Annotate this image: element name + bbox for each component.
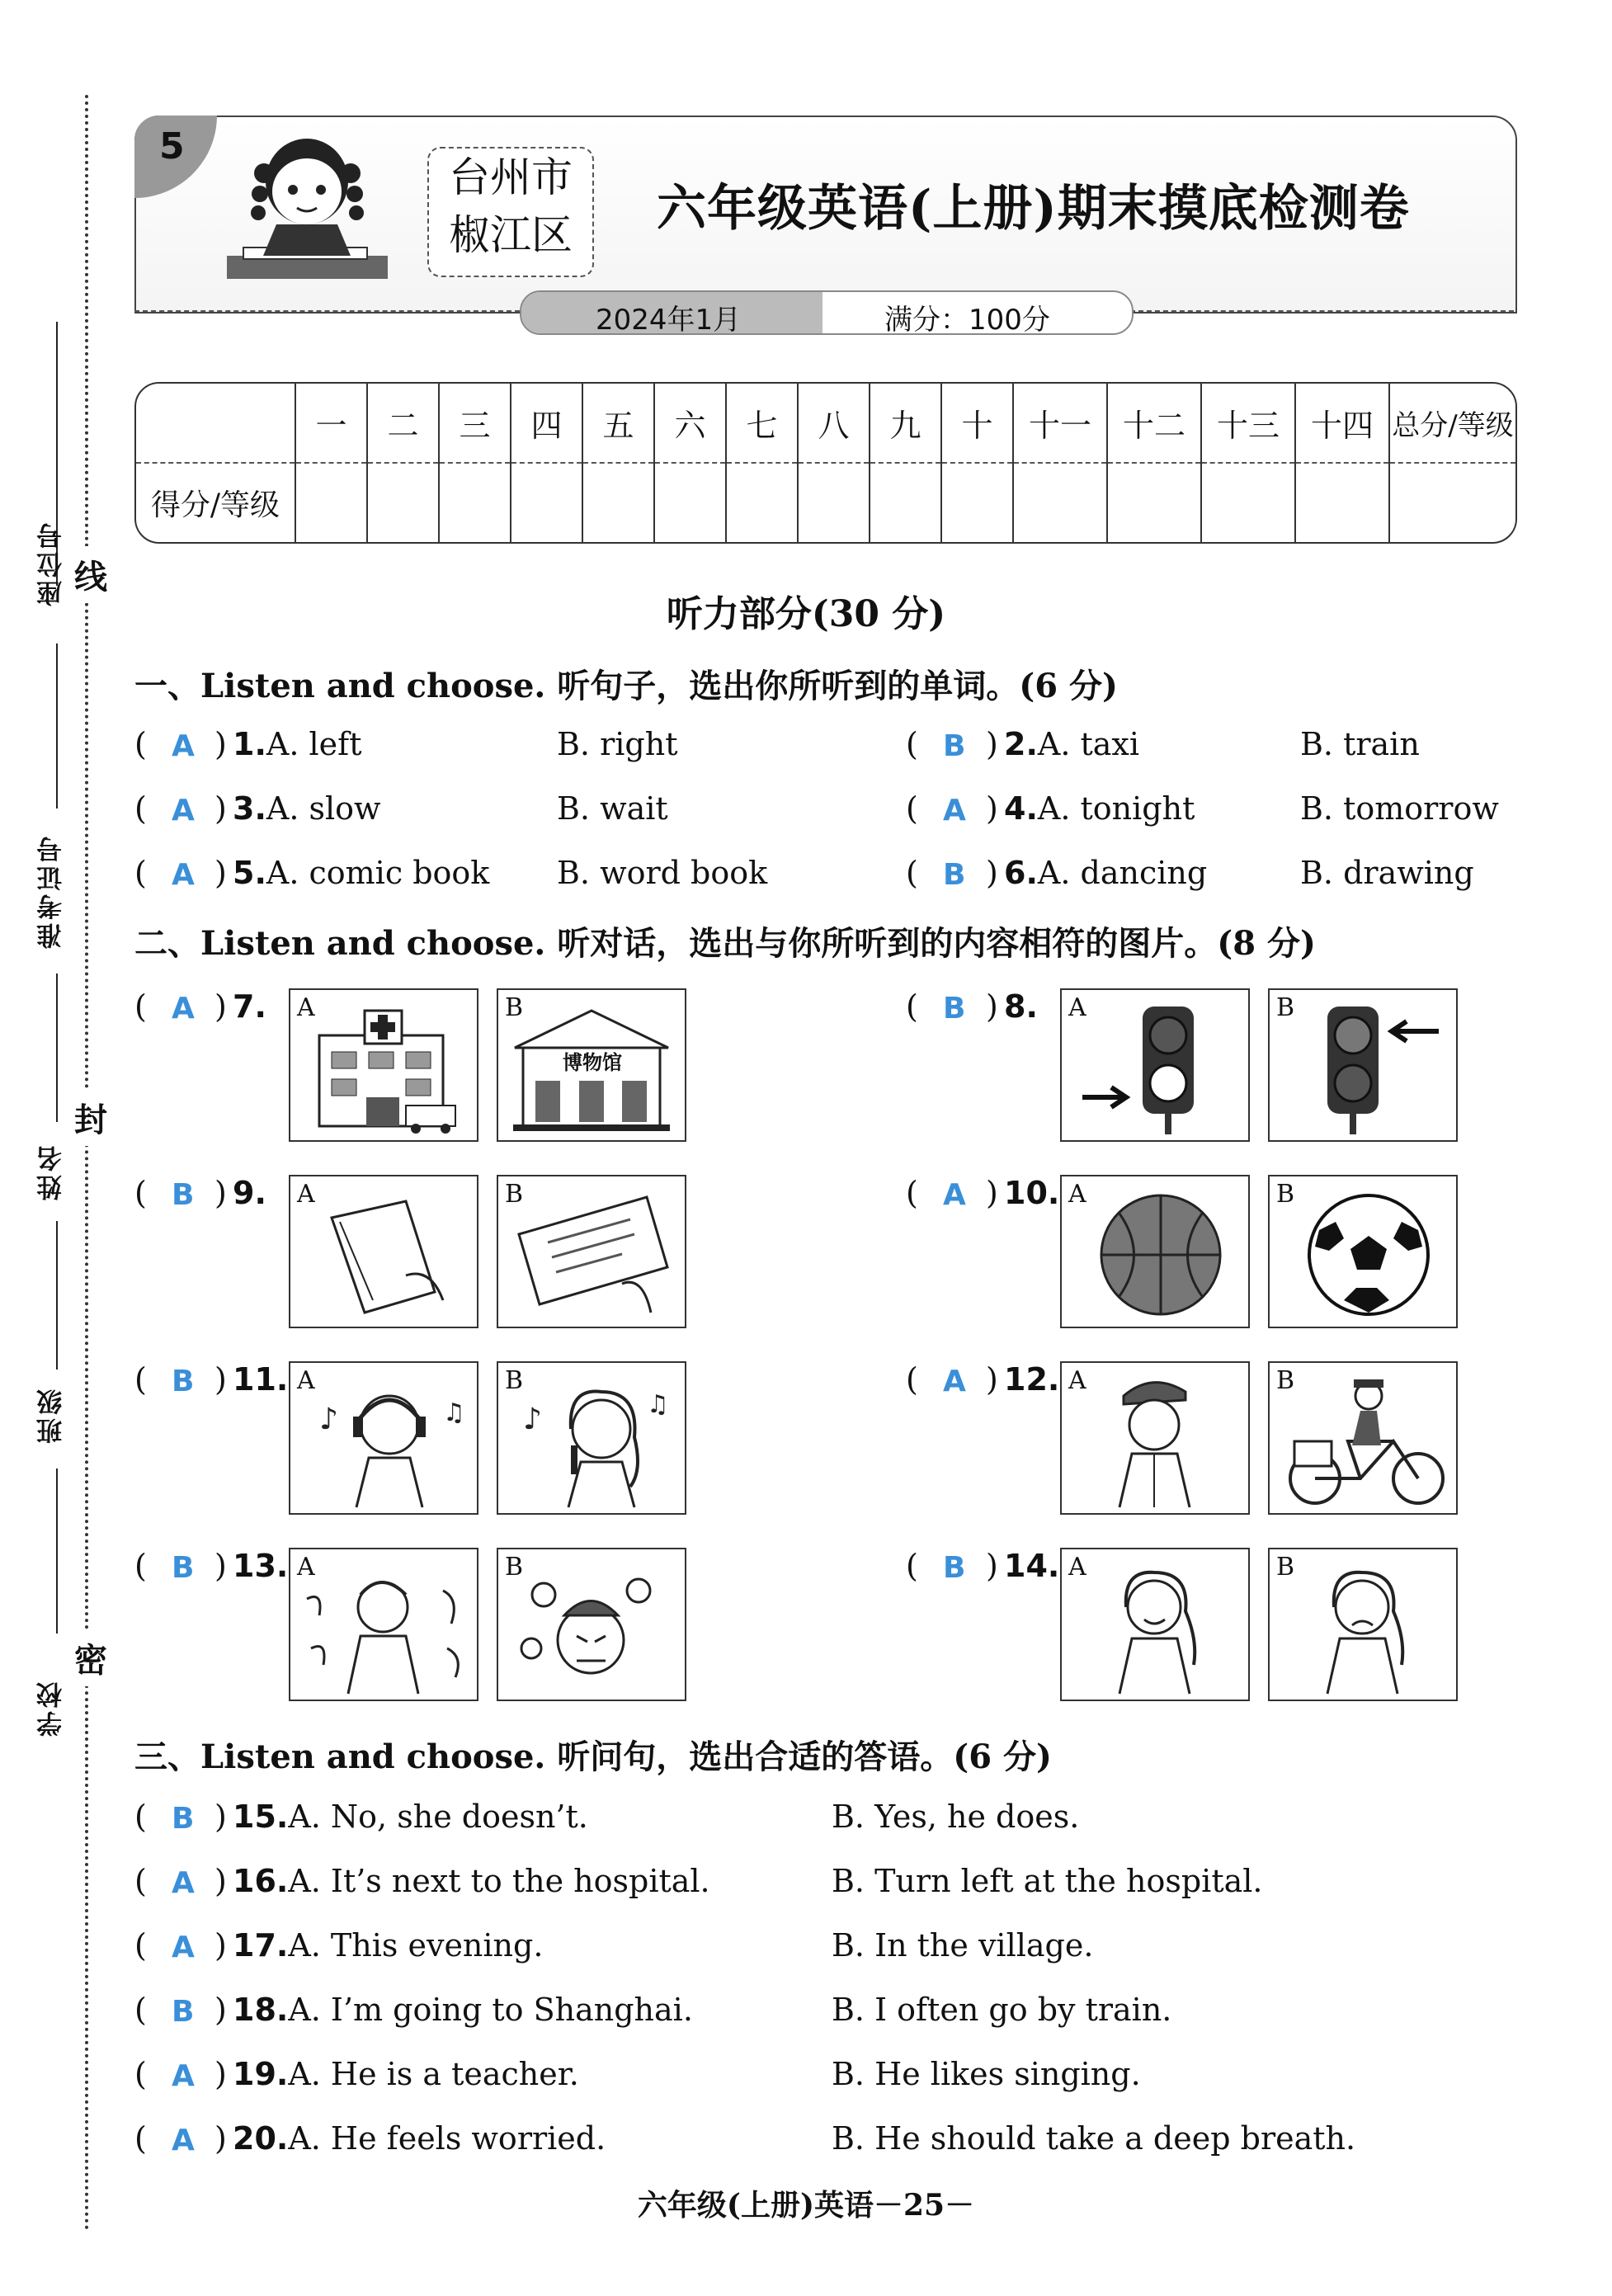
- name-label: 姓名: [37, 1143, 67, 1200]
- option-b: B. drawing: [1300, 855, 1474, 891]
- score-cell: [1295, 463, 1389, 542]
- answer-bracket: (: [134, 1992, 147, 2028]
- date-bar: [520, 290, 1134, 335]
- answer-mark: A: [172, 992, 195, 1025]
- question-number: 9.: [233, 1175, 266, 1211]
- score-header: 七: [726, 384, 798, 463]
- question-item: 4.A. tonight: [1004, 790, 1195, 827]
- postman-bike-icon: [1270, 1363, 1456, 1513]
- girl-singing-icon: [498, 1363, 685, 1513]
- answer-bracket: ): [214, 1548, 227, 1584]
- picture-option-a[interactable]: A: [289, 988, 478, 1142]
- picture-option-a[interactable]: A: [1060, 1361, 1250, 1515]
- picture-option-a[interactable]: A ♪ ♫: [289, 1361, 478, 1515]
- region-city: 台州市: [449, 153, 573, 201]
- answer-mark: A: [943, 794, 966, 827]
- picture-option-a[interactable]: A: [289, 1175, 478, 1328]
- line-word: 线: [74, 546, 107, 603]
- exam-no-fill-line: [56, 974, 58, 1122]
- date-dash-left: [134, 310, 520, 312]
- answer-bracket: (: [906, 1548, 918, 1584]
- answer-bracket: (: [134, 790, 147, 827]
- exam-date: 2024年1月: [596, 304, 742, 335]
- answer-bracket: (: [906, 790, 918, 827]
- score-header: 四: [511, 384, 582, 463]
- answer-bracket: ): [214, 988, 227, 1025]
- answer-mark: A: [172, 1931, 195, 1964]
- picture-option-b[interactable]: B: [1268, 1175, 1458, 1328]
- answer-mark: B: [943, 858, 966, 892]
- score-cell: [582, 463, 654, 542]
- class-label: 班级: [37, 1386, 67, 1444]
- question-number: 14.: [1004, 1548, 1060, 1584]
- answer-bracket: (: [134, 726, 147, 762]
- answer-bracket: ): [214, 2120, 227, 2157]
- answer-bracket: ): [214, 1361, 227, 1398]
- question-item: 20.A. He feels worried.: [233, 2120, 606, 2157]
- girl-sad-icon: [1270, 1549, 1456, 1700]
- question-item: 6.A. dancing: [1004, 855, 1208, 891]
- option-b: B. tomorrow: [1300, 790, 1499, 827]
- region-box: [427, 147, 594, 277]
- answer-mark: B: [943, 1551, 966, 1585]
- answer-mark: B: [172, 1178, 195, 1212]
- score-cell: [941, 463, 1013, 542]
- score-header: 五: [582, 384, 654, 463]
- girl-happy-icon: [1062, 1549, 1248, 1700]
- exam-no-label: 准考证号: [37, 833, 67, 949]
- hospital-icon: [290, 990, 477, 1140]
- question-number: 11.: [233, 1361, 289, 1398]
- question-number: 12.: [1004, 1361, 1060, 1398]
- score-header-total: 总分/等级: [1389, 384, 1515, 463]
- binding-dotted-line: [85, 95, 88, 2232]
- answer-bracket: (: [906, 1175, 918, 1211]
- answer-bracket: (: [134, 1548, 147, 1584]
- answer-bracket: (: [906, 726, 918, 762]
- answer-bracket: (: [134, 1927, 147, 1964]
- question-item: 19.A. He is a teacher.: [233, 2056, 579, 2092]
- answer-mark: A: [172, 2059, 195, 2093]
- answer-bracket: ): [986, 726, 998, 762]
- question-number: 13.: [233, 1548, 289, 1584]
- score-header: 一: [295, 384, 367, 463]
- page-footer: 六年级(上册)英语－25－: [637, 2188, 975, 2223]
- answer-bracket: (: [134, 1799, 147, 1835]
- answer-mark: A: [172, 729, 195, 763]
- traffic-light-arrow-left-icon: [1270, 990, 1456, 1140]
- option-b: B. I often go by train.: [832, 1992, 1172, 2028]
- score-cell: [367, 463, 439, 542]
- answer-bracket: ): [986, 1548, 998, 1584]
- answer-bracket: ): [214, 1799, 227, 1835]
- museum-sign-text: 博物馆: [563, 1051, 622, 1074]
- answer-bracket: (: [134, 1863, 147, 1899]
- answer-bracket: ): [986, 790, 998, 827]
- question-item: 17.A. This evening.: [233, 1927, 544, 1964]
- football-icon: [1270, 1176, 1456, 1327]
- score-cell: [1389, 463, 1515, 542]
- answer-bracket: (: [906, 855, 918, 891]
- score-header: 十二: [1107, 384, 1201, 463]
- score-cell: [1013, 463, 1107, 542]
- option-b: B. word book: [557, 855, 768, 891]
- picture-option-a[interactable]: A: [1060, 988, 1250, 1142]
- svg-text:♫: ♫: [443, 1398, 465, 1427]
- picture-option-b[interactable]: B: [1268, 988, 1458, 1142]
- answer-mark: B: [172, 1995, 195, 2029]
- question-item: 5.A. comic book: [233, 855, 490, 891]
- option-b: B. He likes singing.: [832, 2056, 1141, 2092]
- score-cell: [654, 463, 726, 542]
- section1-title: 一、Listen and choose. 听句子，选出你所听到的单词。(6 分): [134, 667, 1118, 705]
- option-b: B. He should take a deep breath.: [832, 2120, 1356, 2157]
- answer-mark: A: [943, 1178, 966, 1212]
- answer-bracket: ): [214, 1175, 227, 1211]
- basketball-icon: [1062, 1176, 1248, 1327]
- date-dash-right: [1130, 310, 1514, 312]
- svg-text:♪: ♪: [319, 1403, 338, 1436]
- answer-mark: A: [172, 2124, 195, 2157]
- score-header: 十一: [1013, 384, 1107, 463]
- picture-option-b[interactable]: B: [497, 1548, 686, 1701]
- option-b: B. wait: [557, 790, 668, 827]
- answer-mark: A: [172, 794, 195, 827]
- answer-bracket: ): [214, 1863, 227, 1899]
- answer-bracket: (: [134, 988, 147, 1025]
- score-cell: [798, 463, 870, 542]
- section2-title: 二、Listen and choose. 听对话，选出与你所听到的内容相符的图片。(8 分): [134, 924, 1316, 963]
- answer-bracket: (: [134, 1361, 147, 1398]
- option-b: B. In the village.: [832, 1927, 1094, 1964]
- svg-text:♫: ♫: [647, 1390, 669, 1419]
- picture-option-b[interactable]: B: [1268, 1361, 1458, 1515]
- picture-option-b[interactable]: B 博物馆: [497, 988, 686, 1142]
- score-header: 二: [367, 384, 439, 463]
- option-b: B. train: [1300, 726, 1420, 762]
- answer-mark: B: [172, 1365, 195, 1398]
- question-item: 2.A. taxi: [1004, 726, 1140, 762]
- score-cell: [439, 463, 511, 542]
- ticket-icon: [498, 1176, 685, 1327]
- question-number: 10.: [1004, 1175, 1060, 1211]
- picture-option-b[interactable]: B: [497, 1175, 686, 1328]
- picture-option-a[interactable]: A: [289, 1548, 478, 1701]
- option-b: B. Turn left at the hospital.: [832, 1863, 1263, 1899]
- answer-bracket: (: [134, 2056, 147, 2092]
- exam-no-fill-line-top: [56, 644, 58, 809]
- score-header: 六: [654, 384, 726, 463]
- picture-option-b[interactable]: B ♪ ♫: [497, 1361, 686, 1515]
- answer-bracket: ): [986, 988, 998, 1025]
- question-number: 7.: [233, 988, 266, 1025]
- answer-bracket: (: [134, 2120, 147, 2157]
- class-fill-line: [56, 1469, 58, 1634]
- answer-bracket: (: [134, 1175, 147, 1211]
- picture-option-a[interactable]: A: [1060, 1548, 1250, 1701]
- policewoman-icon: [1062, 1363, 1248, 1513]
- score-header: 十三: [1201, 384, 1295, 463]
- listening-part-title: 听力部分(30 分): [666, 593, 946, 635]
- score-header: 十: [941, 384, 1013, 463]
- picture-option-a[interactable]: A: [1060, 1175, 1250, 1328]
- answer-bracket: ): [214, 790, 227, 827]
- question-item: 15.A. No, she doesn’t.: [233, 1799, 588, 1835]
- score-header: 八: [798, 384, 870, 463]
- traffic-light-arrow-right-icon: [1062, 990, 1248, 1140]
- score-row-label: 得分/等级: [150, 488, 280, 522]
- question-item: 3.A. slow: [233, 790, 381, 827]
- option-b: B. right: [557, 726, 678, 762]
- answer-bracket: (: [906, 1361, 918, 1398]
- answer-mark: B: [172, 1551, 195, 1585]
- book-icon: [290, 1176, 477, 1327]
- girl-mascot-icon: [227, 132, 388, 281]
- question-item: 16.A. It’s next to the hospital.: [233, 1863, 710, 1899]
- secret-word: 密: [74, 1629, 107, 1686]
- answer-mark: A: [943, 1365, 966, 1398]
- score-cell: [511, 463, 582, 542]
- answer-bracket: (: [134, 855, 147, 891]
- score-cell: [870, 463, 941, 542]
- question-item: 1.A. left: [233, 726, 362, 762]
- score-cell: [295, 463, 367, 542]
- cold-boy-icon: [290, 1549, 477, 1700]
- seat-label: 座位号: [37, 520, 67, 606]
- answer-bracket: ): [214, 726, 227, 762]
- score-header: 九: [870, 384, 941, 463]
- svg-text:♪: ♪: [523, 1403, 542, 1436]
- paper-number-badge: 5: [134, 116, 217, 198]
- answer-mark: A: [172, 858, 195, 892]
- name-fill-line: [56, 1221, 58, 1370]
- answer-mark: B: [172, 1802, 195, 1836]
- score-table: [134, 382, 1517, 544]
- page-title: 六年级英语(上册)期末摸底检测卷: [657, 180, 1410, 238]
- angry-boy-icon: [498, 1549, 685, 1700]
- boy-listening-music-icon: [290, 1363, 477, 1513]
- score-header: 十四: [1295, 384, 1389, 463]
- section3-title: 三、Listen and choose. 听问句，选出合适的答语。(6 分): [134, 1737, 1052, 1776]
- full-score: 满分：100分: [884, 304, 1050, 335]
- seal-word: 封: [74, 1089, 107, 1146]
- score-cell: [1107, 463, 1201, 542]
- answer-bracket: ): [986, 1361, 998, 1398]
- question-number: 8.: [1004, 988, 1038, 1025]
- picture-option-b[interactable]: B: [1268, 1548, 1458, 1701]
- score-header: 三: [439, 384, 511, 463]
- question-item: 18.A. I’m going to Shanghai.: [233, 1992, 693, 2028]
- score-cell: [726, 463, 798, 542]
- answer-mark: B: [943, 729, 966, 763]
- answer-bracket: ): [986, 855, 998, 891]
- answer-bracket: ): [214, 855, 227, 891]
- answer-bracket: ): [214, 2056, 227, 2092]
- answer-mark: A: [172, 1866, 195, 1900]
- answer-bracket: ): [986, 1175, 998, 1211]
- score-cell: [1201, 463, 1295, 542]
- school-label: 学校: [37, 1679, 67, 1737]
- answer-mark: B: [943, 992, 966, 1025]
- answer-bracket: ): [214, 1992, 227, 2028]
- region-district: 椒江区: [449, 211, 573, 259]
- option-b: B. Yes, he does.: [832, 1799, 1080, 1835]
- answer-bracket: (: [906, 988, 918, 1025]
- answer-bracket: ): [214, 1927, 227, 1964]
